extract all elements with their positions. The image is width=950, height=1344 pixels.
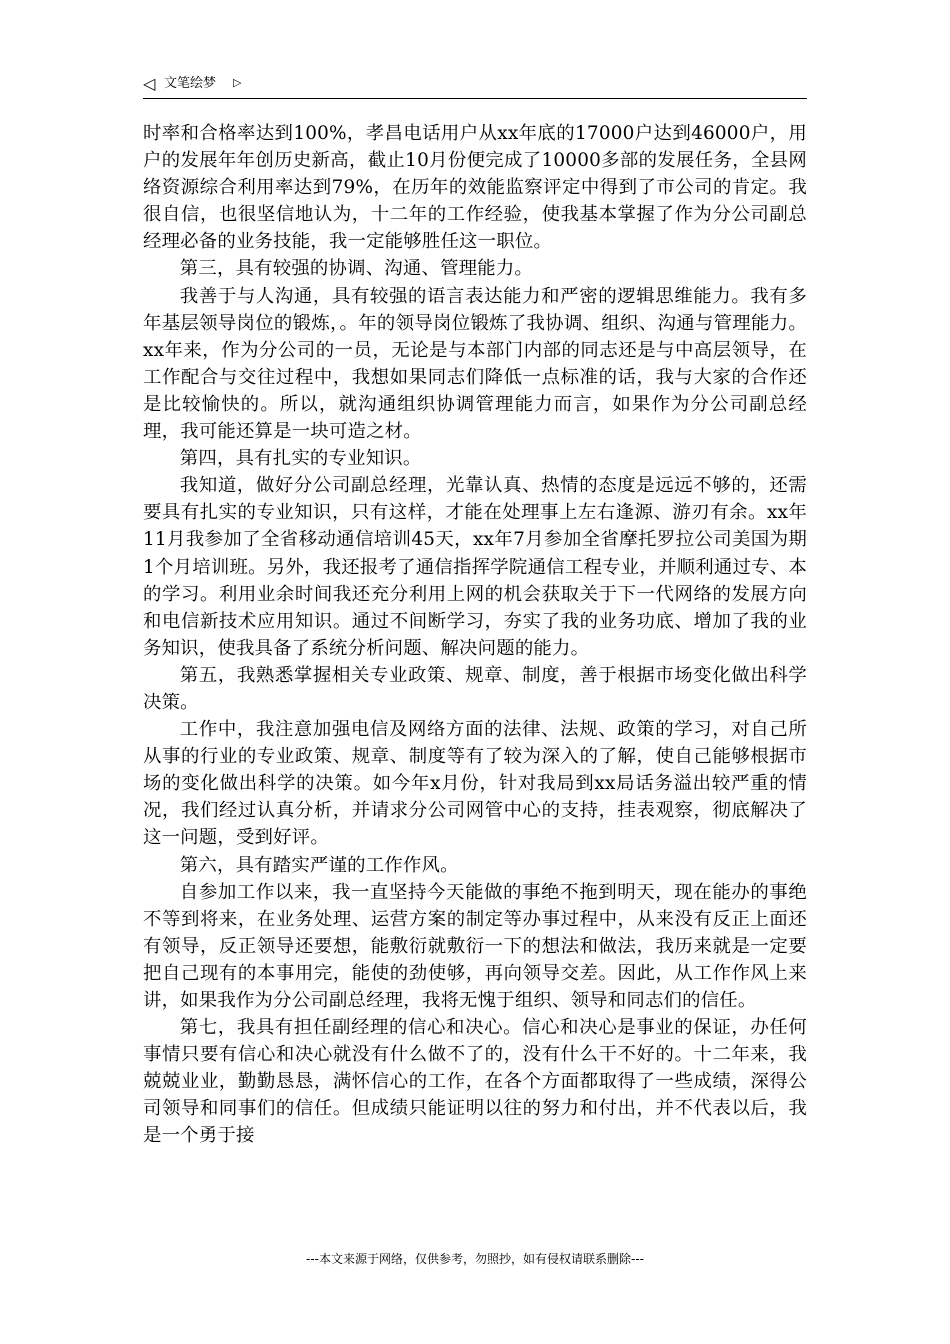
- paragraph: 工作中，我注意加强电信及网络方面的法律、法规、政策的学习，对自己所从事的行业的专业政策、规章、制度等有了较为深入的了解，使自己能够根据市场的变化做出科学的决策。如今年x月份，针对我局到xx局话务溢出较严重的情况，我们经过认真分析，并请求分公司网管中心的支持，挂表观察，彻底解决了这一问题，受到好评。: [143, 719, 807, 849]
- document-body: [143, 120, 807, 1150]
- paragraph: 自参加工作以来，我一直坚持今天能做的事绝不拖到明天，现在能办的事绝不等到将来，在业务处理、运营方案的制定等办事过程中，从来没有反正上面还有领导，反正领导还要想，能敷衍就敷衍一下的想法和做法，我历来就是一定要把自己现有的本事用完，能使的劲使够，再向领导交差。因此，从工作作风上来讲，如果我作为分公司副总经理，我将无愧于组织、领导和同志们的信任。: [143, 881, 807, 1011]
- paragraph: 我善于与人沟通，具有较强的语言表达能力和严密的逻辑思维能力。我有多年基层领导岗位的锻炼，。年的领导岗位锻炼了我协调、组织、沟通与管理能力。xx年来，作为分公司的一员，无论是与本部门内部的同志还是与中高层领导，在工作配合与交往过程中，我想如果同志们降低一点标准的话，我与大家的合作还是比较愉快的。所以，就沟通组织协调管理能力而言，如果作为分公司副总经理，我可能还算是一块可造之材。: [143, 285, 807, 443]
- section-heading: 第四，具有扎实的专业知识。: [179, 448, 422, 470]
- paragraph: 时率和合格率达到100%，孝昌电话用户从xx年底的17000户达到46000户，用户的发展年年创历史新高，截止10月份便完成了10000多部的发展任务，全县网络资源综合利用率达到79%，在历年的效能监察评定中得到了市公司的肯定。我很自信，也很坚信地认为，十二年的工作经验，使我基本掌握了作为分公司副总经理必备的业务技能，我一定能够胜任这一职位。: [143, 123, 807, 253]
- page-header: [143, 74, 807, 99]
- paragraph: 我知道，做好分公司副总经理，光靠认真、热情的态度是远远不够的，还需要具有扎实的专业知识，只有这样，才能在处理事上左右逢源、游刃有余。xx年11月我参加了全省移动通信培训45天，xx年7月参加全省摩托罗拉公司美国为期1个月培训班。另外，我还报考了通信指挥学院通信工程专业，并顺利通过专、本的学习。利用业余时间我还充分利用上网的机会获取关于下一代网络的发展方向和电信新技术应用知识。通过不间断学习，夯实了我的业务功底、增加了我的业务知识，使我具备了系统分析问题、解决问题的能力。: [143, 475, 807, 659]
- section-heading: 第六，具有踏实严谨的工作作风。: [179, 854, 459, 876]
- section-heading: 第五，我熟悉掌握相关专业政策、规章、制度，善于根据市场变化做出科学决策。: [143, 664, 807, 713]
- section-heading: 第三，具有较强的协调、沟通、管理能力。: [179, 258, 534, 280]
- header-title: 文笔绘梦: [164, 76, 217, 91]
- triangle-right-icon: ▷: [233, 76, 242, 89]
- triangle-left-icon: ◁: [143, 74, 156, 93]
- footer-disclaimer: ---本文来源于网络，仅供参考，勿照抄，如有侵权请联系删除---: [306, 1252, 644, 1266]
- paragraph: 第七，我具有担任副经理的信心和决心。信心和决心是事业的保证，办任何事情只要有信心和决心就没有什么做不了的，没有什么干不好的。十二年来，我兢兢业业，勤勤恳恳，满怀信心的工作，在各个方面都取得了一些成绩，深得公司领导和同事们的信任。但成绩只能证明以往的努力和付出，并不代表以后，我是一个勇于接: [143, 1017, 807, 1147]
